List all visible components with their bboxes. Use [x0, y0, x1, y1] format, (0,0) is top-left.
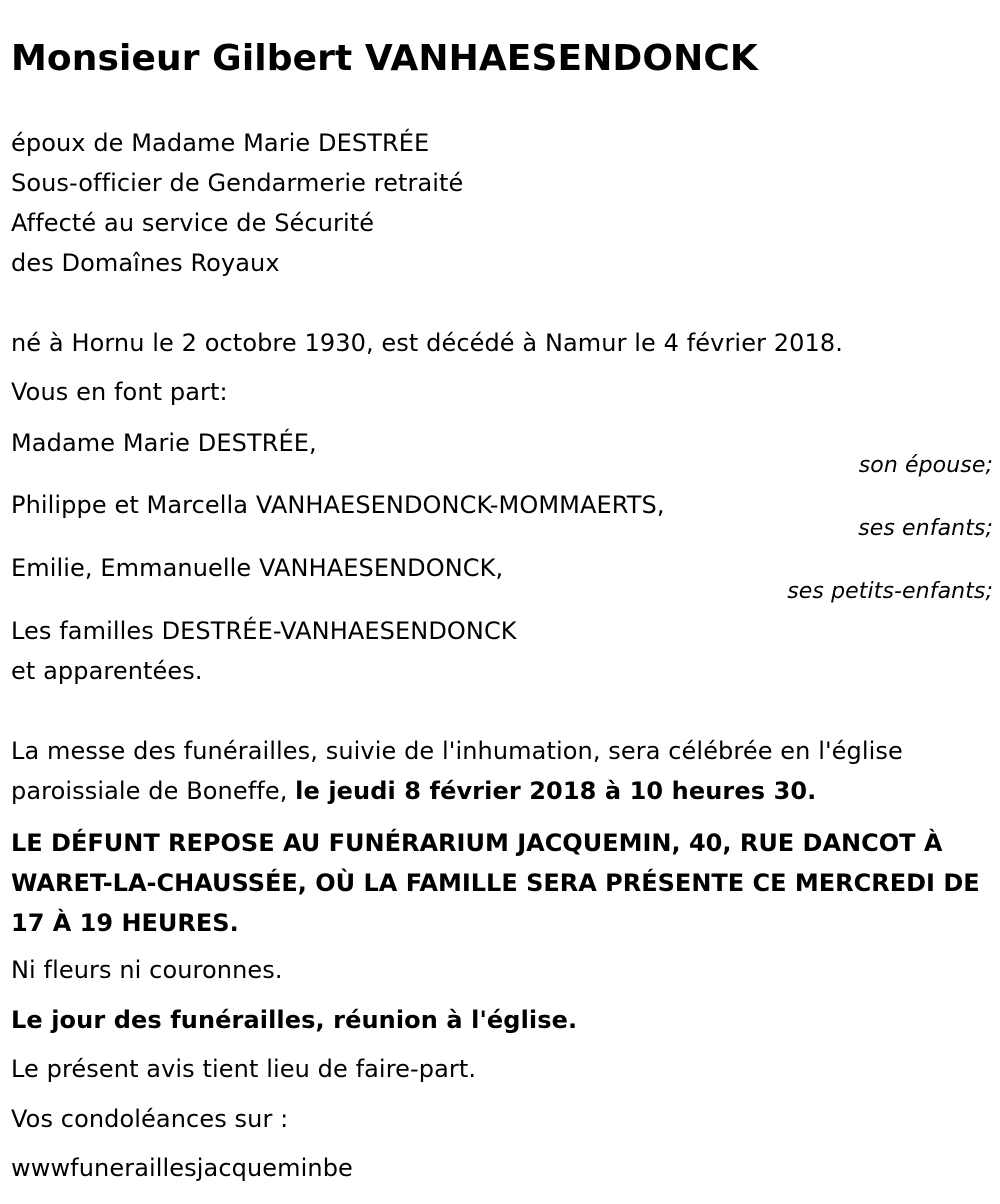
- announcers-intro: Vous en font part:: [11, 378, 228, 406]
- family-member-name: Emilie, Emmanuelle VANHAESENDONCK,: [11, 554, 504, 582]
- funerarium-notice: LE DÉFUNT REPOSE AU FUNÉRARIUM JACQUEMIN, 40, RUE DANCOT À WARET-LA-CHAUSSÉE, OÙ LA FAMILLE SERA PRÉSENTE CE MERCREDI DE 17 À 19 HEURES.: [11, 829, 980, 937]
- spouse-line: époux de Madame Marie DESTRÉE: [11, 129, 430, 157]
- obituary-notice: [11, 0, 993, 1204]
- service-line: Affecté au service de Sécurité: [11, 209, 375, 237]
- family-member-name: Philippe et Marcella VANHAESENDONCK-MOMMAERTS,: [11, 491, 665, 519]
- no-flowers-line: Ni fleurs ni couronnes.: [11, 956, 283, 984]
- mass-line-2: [11, 776, 816, 806]
- relatives-line: et apparentées.: [11, 657, 203, 685]
- family-member-relation: ses petits-enfants;: [787, 579, 993, 604]
- deceased-name: Monsieur Gilbert VANHAESENDONCK: [11, 38, 758, 79]
- family-member-relation: ses enfants;: [858, 516, 993, 541]
- birth-death-line: né à Hornu le 2 octobre 1930, est décédé à Namur le 4 février 2018.: [11, 329, 843, 357]
- notice-line: Le présent avis tient lieu de faire-part.: [11, 1055, 477, 1083]
- mass-line-1: La messe des funérailles, suivie de l'inhumation, sera célébrée en l'église: [11, 737, 903, 765]
- domain-line: des Domaînes Royaux: [11, 249, 280, 277]
- condolences-line: Vos condoléances sur :: [11, 1105, 289, 1133]
- mass-date: le jeudi 8 février 2018 à 10 heures 30.: [295, 777, 817, 805]
- website-text: wwwfuneraillesjacqueminbe: [11, 1154, 353, 1182]
- career-line: Sous-officier de Gendarmerie retraité: [11, 169, 464, 197]
- families-line: Les familles DESTRÉE-VANHAESENDONCK: [11, 617, 517, 645]
- mass-location: paroissiale de Boneffe,: [11, 777, 296, 805]
- meeting-line: Le jour des funérailles, réunion à l'église.: [11, 1006, 578, 1034]
- family-member-relation: son épouse;: [858, 453, 993, 478]
- family-member-name: Madame Marie DESTRÉE,: [11, 429, 317, 457]
